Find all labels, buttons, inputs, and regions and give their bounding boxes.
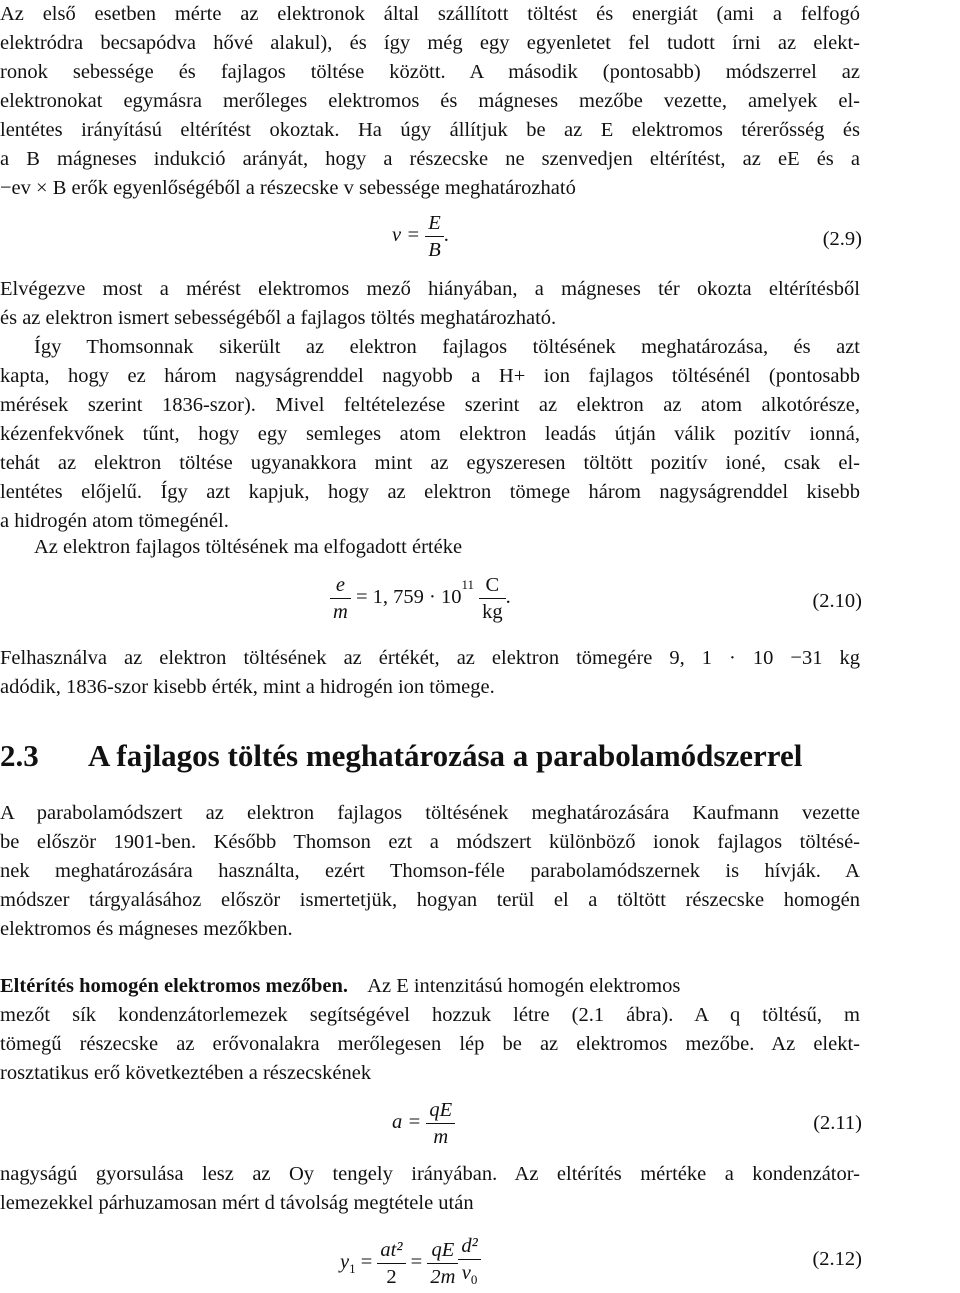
fraction [426,1097,455,1150]
denominator: m [433,1126,449,1148]
equation-2-10 [330,572,511,625]
text-line [0,972,680,1001]
numerator: at² [377,1237,405,1264]
text-line: kapta, hogy ez három nagyságrenddel nagyobb a H+ ion fajlagos töltésénél (pontosabb [0,365,860,387]
text-line: nagyságú gyorsulása lesz az Oy tengely irányában. Az eltérítés mértéke a kondenzátor- [0,1163,860,1185]
text-line: mérések szerint 1836-szor). Mivel feltételezése szerint az elektron az atom alkotórésze, [0,394,860,416]
text-line: lentétes előjelű. Így azt kapjuk, hogy az elektron tömege három nagyságrenddel kisebb [0,481,860,503]
unit-fraction [479,572,506,625]
text-line: tömegű részecske az erővonalakra merőlegesen lép be az elektromos mezőbe. Az elekt- [0,1033,860,1055]
eq-punct: . [505,586,511,609]
eq-value: = 1, 759 · 10 [355,586,462,609]
fraction [458,1233,480,1293]
unit-denominator: kg [482,601,503,623]
text-line: lentétes irányítású eltérítést okoztak. Ha úgy állítjuk be az E elektromos térerősség és [0,119,860,141]
denominator-subscript: 0 [470,1272,478,1288]
denominator: 2m [430,1265,456,1288]
eq-punct: . [443,224,449,247]
eq-exponent: 11 [461,577,474,593]
text-line: Elvégezve most a mérést elektromos mező hiányában, a mágneses tér okozta eltérítésből [0,278,860,300]
eq-sign: = [410,1250,423,1273]
numerator: qE [427,1237,458,1264]
text-line: a B mágneses indukció arányát, hogy a részecske ne szenvedjen eltérítést, az eE és a [0,148,860,170]
fraction [330,572,351,625]
text-run: Az E intenzitású homogén elektromos [367,975,681,997]
text-line: mezőt sík kondenzátorlemezek segítségével hozzuk létre (2.1 ábra). A q töltésű, m [0,1004,860,1026]
eq-lhs: a = [392,1111,422,1134]
denominator: 2 [386,1265,397,1288]
equation-number: (2.9) [822,228,862,250]
denominator: m [333,601,348,623]
denominator-group [458,1260,480,1293]
equation-number: (2.11) [813,1112,862,1134]
numerator: e [330,572,351,599]
section-number: 2.3 [0,738,39,773]
fraction [377,1237,405,1290]
denominator: v [461,1262,471,1284]
equation-2-12 [340,1233,481,1293]
fraction [427,1237,458,1290]
eq-lhs: v = [392,224,421,247]
run-in-heading: Eltérítés homogén elektromos mezőben. [0,975,349,997]
text-line: elektronokat egymásra merőleges elektromos és mágneses mezőbe vezette, amelyek el- [0,90,860,112]
text-line: rosztatikus erő következtében a részecskének [0,1062,372,1084]
text-line: lemezekkel párhuzamosan mért d távolság megtétele után [0,1192,474,1214]
text-line: kézenfekvőnek tűnt, hogy egy semleges atom elektron leadás útján válik pozitív ionná, [0,423,860,445]
section-heading [0,738,802,774]
text-line: −ev × B erők egyenlőségéből a részecske v sebessége meghatározható [0,177,576,199]
text-line: elektromos és mágneses mezőkben. [0,918,293,940]
text-line: Az első esetben mérte az elektronok által szállított töltést és energiát (ami a felfogó [0,3,860,25]
equation-2-11 [392,1097,455,1150]
text-line: Felhasználva az elektron töltésének az értékét, az elektron tömegére 9, 1 · 10 −31 kg [0,647,860,669]
equation-number: (2.12) [812,1248,862,1270]
text-line: Így Thomsonnak sikerült az elektron fajlagos töltésének meghatározása, és azt [34,336,860,358]
text-line: nek meghatározására használta, ezért Thomson-féle parabolamódszernek is hívják. A [0,860,860,882]
numerator: E [425,210,444,237]
text-line: elektródra becsapódva hővé alakul), és így még egy egyenletet fel tudott írni az elekt- [0,32,860,54]
paragraph-accepted-value: Az elektron fajlagos töltésének ma elfogadott értéke [34,536,463,558]
text-line: módszer tárgyalásához először ismertetjük, hogyan terül el a töltött részecske homogén [0,889,860,911]
equation-number: (2.10) [812,590,862,612]
eq-sign: = [360,1250,373,1273]
text-line: adódik, 1836-szor kisebb érték, mint a hidrogén ion tömege. [0,676,495,698]
fraction [425,210,444,263]
text-line: A parabolamódszert az elektron fajlagos töltésének meghatározására Kaufmann vezette [0,802,860,824]
text-line: és az elektron ismert sebességéből a fajlagos töltés meghatározható. [0,307,557,329]
denominator: B [428,239,441,261]
unit-numerator: C [479,572,506,599]
text-line: be először 1901-ben. Később Thomson ezt a módszert különböző ionok fajlagos töltésé- [0,831,860,853]
text-line: a hidrogén atom tömegénél. [0,510,229,532]
numerator: qE [426,1097,455,1124]
eq-lhs: y [340,1250,350,1273]
equation-2-9 [392,210,449,263]
eq-subscript: 1 [349,1260,356,1276]
text-line: tehát az elektron töltése ugyanakkora mint az egyszeresen töltött pozitív ioné, csak el- [0,452,860,474]
section-title: A fajlagos töltés meghatározása a parabolamódszerrel [88,738,803,773]
text-line: ronok sebessége és fajlagos töltése között. A második (pontosabb) módszerrel az [0,61,860,83]
numerator: d² [458,1233,480,1260]
